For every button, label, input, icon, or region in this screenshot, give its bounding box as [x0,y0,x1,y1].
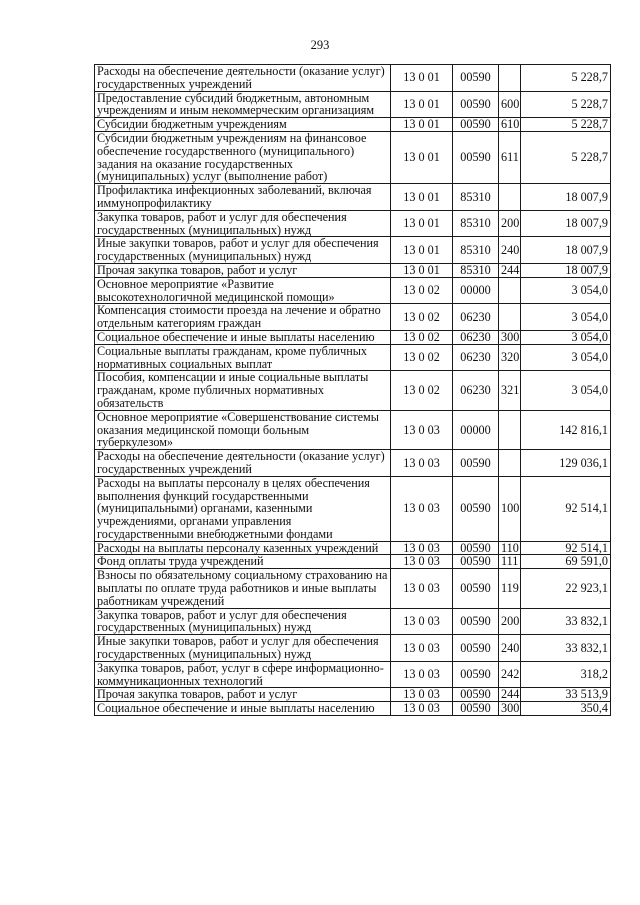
expense-name-cell: Социальное обеспечение и иные выплаты населению [95,702,391,716]
amount-cell: 5 228,7 [521,65,611,92]
page-number: 293 [310,38,330,52]
expense-name-cell: Закупка товаров, работ и услуг для обеспечения государственных (муниципальных) нужд [95,210,391,237]
expense-type-cell: 200 [499,608,521,635]
expense-direction-cell: 06230 [453,371,499,410]
expense-name-cell: Компенсация стоимости проезда на лечение и обратно отдельным категориям граждан [95,304,391,331]
table-row [95,131,611,183]
expense-type-cell: 300 [499,702,521,716]
expense-type-cell [499,184,521,211]
table-row [95,371,611,410]
expense-type-cell: 300 [499,330,521,344]
table-row [95,555,611,569]
amount-cell: 5 228,7 [521,118,611,132]
expense-direction-cell: 00000 [453,410,499,449]
expense-name-cell: Расходы на обеспечение деятельности (оказание услуг) государственных учреждений [95,65,391,92]
expense-type-cell [499,65,521,92]
target-article-cell: 13 0 01 [391,65,453,92]
expense-type-cell [499,304,521,331]
target-article-cell: 13 0 01 [391,91,453,118]
table-row [95,330,611,344]
table-row [95,91,611,118]
expense-name-cell: Пособия, компенсации и иные социальные выплаты гражданам, кроме публичных нормативных обязательств [95,371,391,410]
expense-type-cell [499,450,521,477]
table-row [95,277,611,304]
target-article-cell: 13 0 01 [391,237,453,264]
expense-direction-cell: 06230 [453,344,499,371]
expense-name-cell: Профилактика инфекционных заболеваний, включая иммунопрофилактику [95,184,391,211]
amount-cell: 129 036,1 [521,450,611,477]
expense-direction-cell: 85310 [453,210,499,237]
expense-direction-cell: 00590 [453,91,499,118]
amount-cell: 3 054,0 [521,371,611,410]
target-article-cell: 13 0 02 [391,371,453,410]
target-article-cell: 13 0 03 [391,476,453,541]
expense-direction-cell: 85310 [453,237,499,264]
table-row [95,65,611,92]
amount-cell: 3 054,0 [521,344,611,371]
expense-direction-cell: 00590 [453,688,499,702]
table-row [95,210,611,237]
target-article-cell: 13 0 03 [391,555,453,569]
amount-cell: 33 832,1 [521,608,611,635]
amount-cell: 18 007,9 [521,210,611,237]
target-article-cell: 13 0 03 [391,661,453,688]
expense-direction-cell: 85310 [453,263,499,277]
target-article-cell: 13 0 03 [391,608,453,635]
expense-type-cell: 200 [499,210,521,237]
amount-cell: 92 514,1 [521,476,611,541]
table-row [95,661,611,688]
target-article-cell: 13 0 02 [391,304,453,331]
expense-direction-cell: 00590 [453,450,499,477]
table-row [95,410,611,449]
expense-name-cell: Субсидии бюджетным учреждениям на финансовое обеспечение государственного (муниципального) задания на оказание государственных (муниципальных) услуг (выполнение работ) [95,131,391,183]
amount-cell: 5 228,7 [521,131,611,183]
expense-name-cell: Взносы по обязательному социальному страхованию на выплаты по оплате труда работников и иные выплаты работникам учреждений [95,569,391,608]
expense-name-cell: Социальное обеспечение и иные выплаты населению [95,330,391,344]
expense-name-cell: Прочая закупка товаров, работ и услуг [95,688,391,702]
table-row [95,608,611,635]
amount-cell: 33 513,9 [521,688,611,702]
amount-cell: 22 923,1 [521,569,611,608]
amount-cell: 3 054,0 [521,330,611,344]
target-article-cell: 13 0 02 [391,277,453,304]
amount-cell: 3 054,0 [521,277,611,304]
target-article-cell: 13 0 01 [391,118,453,132]
amount-cell: 3 054,0 [521,304,611,331]
expense-type-cell: 244 [499,263,521,277]
expense-name-cell: Закупка товаров, работ, услуг в сфере информационно-коммуникационных технологий [95,661,391,688]
expense-type-cell [499,410,521,449]
expense-type-cell: 611 [499,131,521,183]
expense-name-cell: Закупка товаров, работ и услуг для обеспечения государственных (муниципальных) нужд [95,608,391,635]
table-row [95,688,611,702]
table-row [95,263,611,277]
expense-direction-cell: 06230 [453,304,499,331]
expense-type-cell: 244 [499,688,521,702]
amount-cell: 33 832,1 [521,635,611,662]
expense-direction-cell: 85310 [453,184,499,211]
target-article-cell: 13 0 02 [391,344,453,371]
table-row [95,304,611,331]
table-row [95,635,611,662]
target-article-cell: 13 0 03 [391,541,453,555]
expense-type-cell [499,277,521,304]
expense-direction-cell: 00590 [453,555,499,569]
amount-cell: 18 007,9 [521,237,611,264]
table-row [95,569,611,608]
expense-type-cell: 110 [499,541,521,555]
expense-type-cell: 240 [499,237,521,264]
expense-direction-cell: 00590 [453,65,499,92]
expense-direction-cell: 00590 [453,118,499,132]
amount-cell: 318,2 [521,661,611,688]
expense-type-cell: 240 [499,635,521,662]
target-article-cell: 13 0 03 [391,635,453,662]
expense-direction-cell: 00590 [453,131,499,183]
expense-direction-cell: 06230 [453,330,499,344]
table-row [95,118,611,132]
target-article-cell: 13 0 01 [391,131,453,183]
expense-type-cell: 320 [499,344,521,371]
target-article-cell: 13 0 03 [391,450,453,477]
expense-name-cell: Расходы на выплаты персоналу казенных учреждений [95,541,391,555]
table-row [95,702,611,716]
table-row [95,450,611,477]
amount-cell: 142 816,1 [521,410,611,449]
target-article-cell: 13 0 01 [391,263,453,277]
expense-direction-cell: 00590 [453,569,499,608]
target-article-cell: 13 0 02 [391,330,453,344]
expense-type-cell: 610 [499,118,521,132]
expense-direction-cell: 00590 [453,661,499,688]
expense-name-cell: Расходы на обеспечение деятельности (оказание услуг) государственных учреждений [95,450,391,477]
expense-name-cell: Расходы на выплаты персоналу в целях обеспечения выполнения функций государственными (муниципальными) органами, казенными учреждениями, органами управления государственными внебюджетными фондами [95,476,391,541]
target-article-cell: 13 0 03 [391,688,453,702]
expense-direction-cell: 00590 [453,541,499,555]
expense-name-cell: Основное мероприятие «Совершенствование системы оказания медицинской помощи больным туберкулезом» [95,410,391,449]
expense-type-cell: 119 [499,569,521,608]
expense-type-cell: 242 [499,661,521,688]
expense-direction-cell: 00590 [453,608,499,635]
table-row [95,184,611,211]
expense-name-cell: Основное мероприятие «Развитие высокотехнологичной медицинской помощи» [95,277,391,304]
expense-type-cell: 111 [499,555,521,569]
table-row [95,344,611,371]
expense-name-cell: Фонд оплаты труда учреждений [95,555,391,569]
target-article-cell: 13 0 01 [391,210,453,237]
target-article-cell: 13 0 01 [391,184,453,211]
amount-cell: 350,4 [521,702,611,716]
amount-cell: 18 007,9 [521,263,611,277]
expense-type-cell: 600 [499,91,521,118]
target-article-cell: 13 0 03 [391,569,453,608]
amount-cell: 5 228,7 [521,91,611,118]
target-article-cell: 13 0 03 [391,702,453,716]
budget-table [94,64,611,716]
expense-direction-cell: 00590 [453,635,499,662]
expense-type-cell: 321 [499,371,521,410]
amount-cell: 69 591,0 [521,555,611,569]
expense-name-cell: Предоставление субсидий бюджетным, автономным учреждениям и иным некоммерческим организациям [95,91,391,118]
table-row [95,476,611,541]
table-row [95,237,611,264]
expense-name-cell: Субсидии бюджетным учреждениям [95,118,391,132]
expense-direction-cell: 00590 [453,476,499,541]
expense-direction-cell: 00000 [453,277,499,304]
expense-name-cell: Прочая закупка товаров, работ и услуг [95,263,391,277]
target-article-cell: 13 0 03 [391,410,453,449]
table-row [95,541,611,555]
expense-type-cell: 100 [499,476,521,541]
budget-table-body [95,65,611,716]
amount-cell: 18 007,9 [521,184,611,211]
expense-name-cell: Иные закупки товаров, работ и услуг для обеспечения государственных (муниципальных) нужд [95,237,391,264]
expense-name-cell: Социальные выплаты гражданам, кроме публичных нормативных социальных выплат [95,344,391,371]
amount-cell: 92 514,1 [521,541,611,555]
expense-direction-cell: 00590 [453,702,499,716]
expense-name-cell: Иные закупки товаров, работ и услуг для обеспечения государственных (муниципальных) нужд [95,635,391,662]
